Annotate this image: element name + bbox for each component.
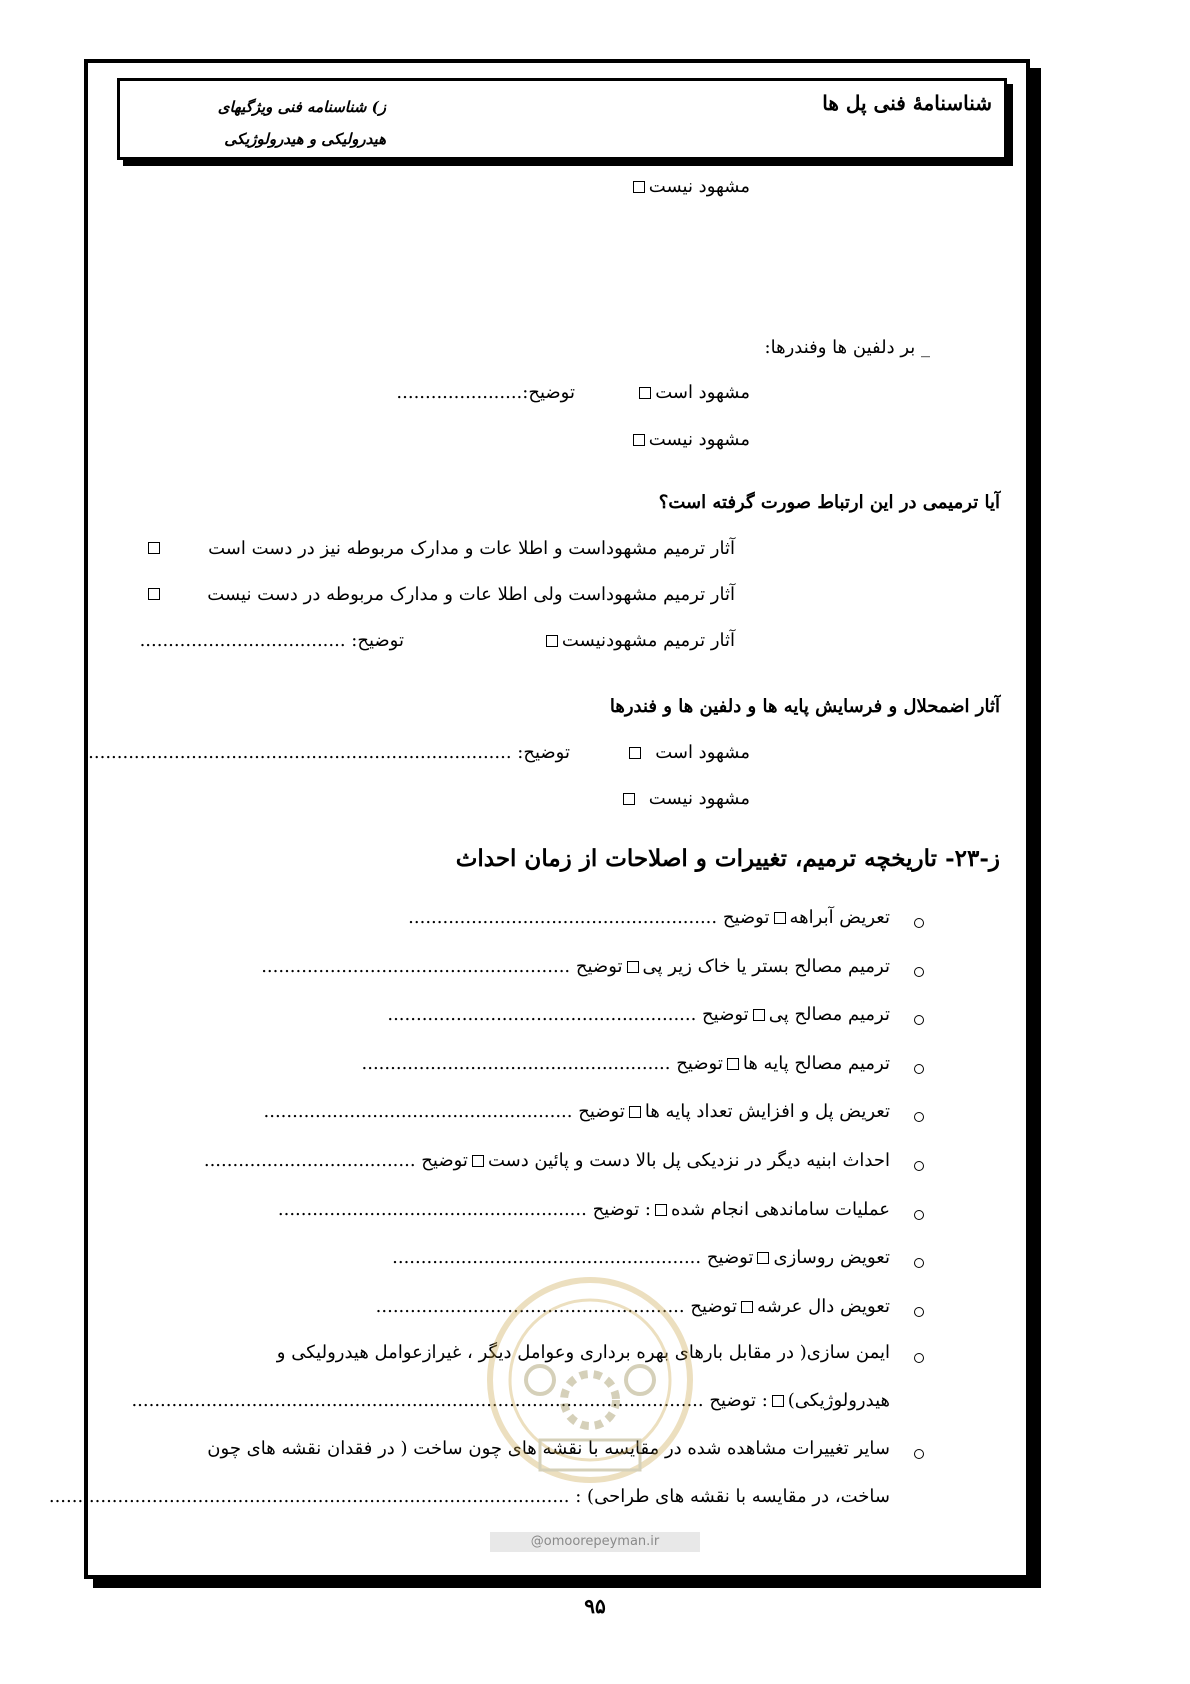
safety-item-line1: ایمن سازی( در مقابل بارهای بهره برداری وعوامل دیگر ، غیرازعوامل هیدرولیکی و <box>276 1342 890 1363</box>
checkbox[interactable] <box>629 1106 641 1118</box>
header-subtitle-line2: هیدرولیکی و هیدرولوژیکی <box>224 130 386 148</box>
not-observed-line-2: مشهود نیست <box>629 427 750 453</box>
section-heading: ز-۲۳- تاریخچه ترمیم، تغییرات و اصلاحات از زمان احداث <box>455 845 1000 872</box>
checkbox[interactable] <box>633 181 645 193</box>
explanation-1: توضیح:...................... <box>396 382 575 403</box>
history-item: تعویض دال عرشهتوضیح ...................................................... <box>375 1295 890 1317</box>
erosion-question: آثار اضمحلال و فرسایش پایه ها و دلفین ها و فندرها <box>609 696 1000 717</box>
history-item: ترمیم مصالح بستر یا خاک زیر پیتوضیح ...................................................... <box>261 955 890 977</box>
checkbox[interactable] <box>629 747 641 759</box>
bullet <box>914 1161 924 1171</box>
bullet <box>914 1449 924 1459</box>
checkbox[interactable] <box>757 1252 769 1264</box>
checkbox[interactable] <box>772 1395 784 1407</box>
checkbox[interactable] <box>741 1301 753 1313</box>
checkbox[interactable] <box>148 542 160 554</box>
other-changes-line2: ساخت، در مقایسه با نقشه های طراحی) : ........................................................................................... <box>48 1486 890 1507</box>
checkbox[interactable] <box>472 1155 484 1167</box>
repair-option-2: آثار ترمیم مشهوداست ولی اطلا عات و مدارک مربوطه در دست نیست <box>207 584 735 605</box>
page-header <box>117 78 1007 160</box>
explanation-3: توضیح: .......................................................................... <box>88 742 570 763</box>
checkbox[interactable] <box>655 1204 667 1216</box>
history-item: عملیات ساماندهی انجام شده: توضیح ...................................................... <box>277 1198 890 1220</box>
watermark-logo-icon <box>480 1250 700 1510</box>
watermark-url: @omoorepeyman.ir <box>490 1532 700 1552</box>
repair-question: آیا ترمیمی در این ارتباط صورت گرفته است؟ <box>658 492 1000 513</box>
checkbox[interactable] <box>546 635 558 647</box>
not-observed-line-1: مشهود نیست <box>629 174 750 200</box>
bullet <box>914 1353 924 1363</box>
history-item: احداث ابنیه دیگر در نزدیکی پل بالا دست و پائین دستتوضیح ..................................... <box>203 1150 890 1171</box>
dolphins-fenders-label: _ بر دلفین ها وفندرها: <box>764 337 930 358</box>
checkbox[interactable] <box>148 588 160 600</box>
checkbox[interactable] <box>639 387 651 399</box>
header-subtitle-line1: ز) شناسنامه فنی ویژگیهای <box>217 98 386 116</box>
checkbox[interactable] <box>774 912 786 924</box>
not-observed-line-3: مشهود نیست <box>609 786 750 812</box>
header-subtitle <box>126 91 386 155</box>
observed-line-1: مشهود است <box>635 380 750 406</box>
checkbox[interactable] <box>627 961 639 973</box>
bullet <box>914 918 924 928</box>
history-item: ترمیم مصالح پایه هاتوضیح ...................................................... <box>361 1052 890 1074</box>
bullet <box>914 1064 924 1074</box>
observed-line-2: مشهود است <box>615 740 750 766</box>
bullet <box>914 1210 924 1220</box>
bullet <box>914 1307 924 1317</box>
other-changes-line1: سایر تغییرات مشاهده شده در مقایسه با نقشه های چون ساخت ( در فقدان نقشه های چون <box>207 1438 890 1459</box>
checkbox[interactable] <box>753 1009 765 1021</box>
bullet <box>914 967 924 977</box>
history-item: تعریض آبراههتوضیح ...................................................... <box>408 907 890 928</box>
safety-item-line2: هیدرولوژیکی): توضیح .................................................................................................... <box>131 1390 890 1411</box>
repair-option-3: آثار ترمیم مشهودنیست <box>542 628 735 654</box>
page-number: ۹۵ <box>584 1594 606 1618</box>
header-title: شناسنامۀ فنی پل ها <box>822 91 992 115</box>
history-item: تعویض روسازیتوضیح ...................................................... <box>392 1247 890 1269</box>
checkbox[interactable] <box>633 434 645 446</box>
checkbox[interactable] <box>623 793 635 805</box>
history-item: ترمیم مصالح پیتوضیح ...................................................... <box>387 1004 890 1026</box>
explanation-2: توضیح: .................................... <box>139 630 404 651</box>
repair-option-1: آثار ترمیم مشهوداست و اطلا عات و مدارک مربوطه نیز در دست است <box>208 538 735 559</box>
checkbox[interactable] <box>727 1058 739 1070</box>
history-item: تعریض پل و افزایش تعداد پایه هاتوضیح ...................................................... <box>263 1101 890 1123</box>
